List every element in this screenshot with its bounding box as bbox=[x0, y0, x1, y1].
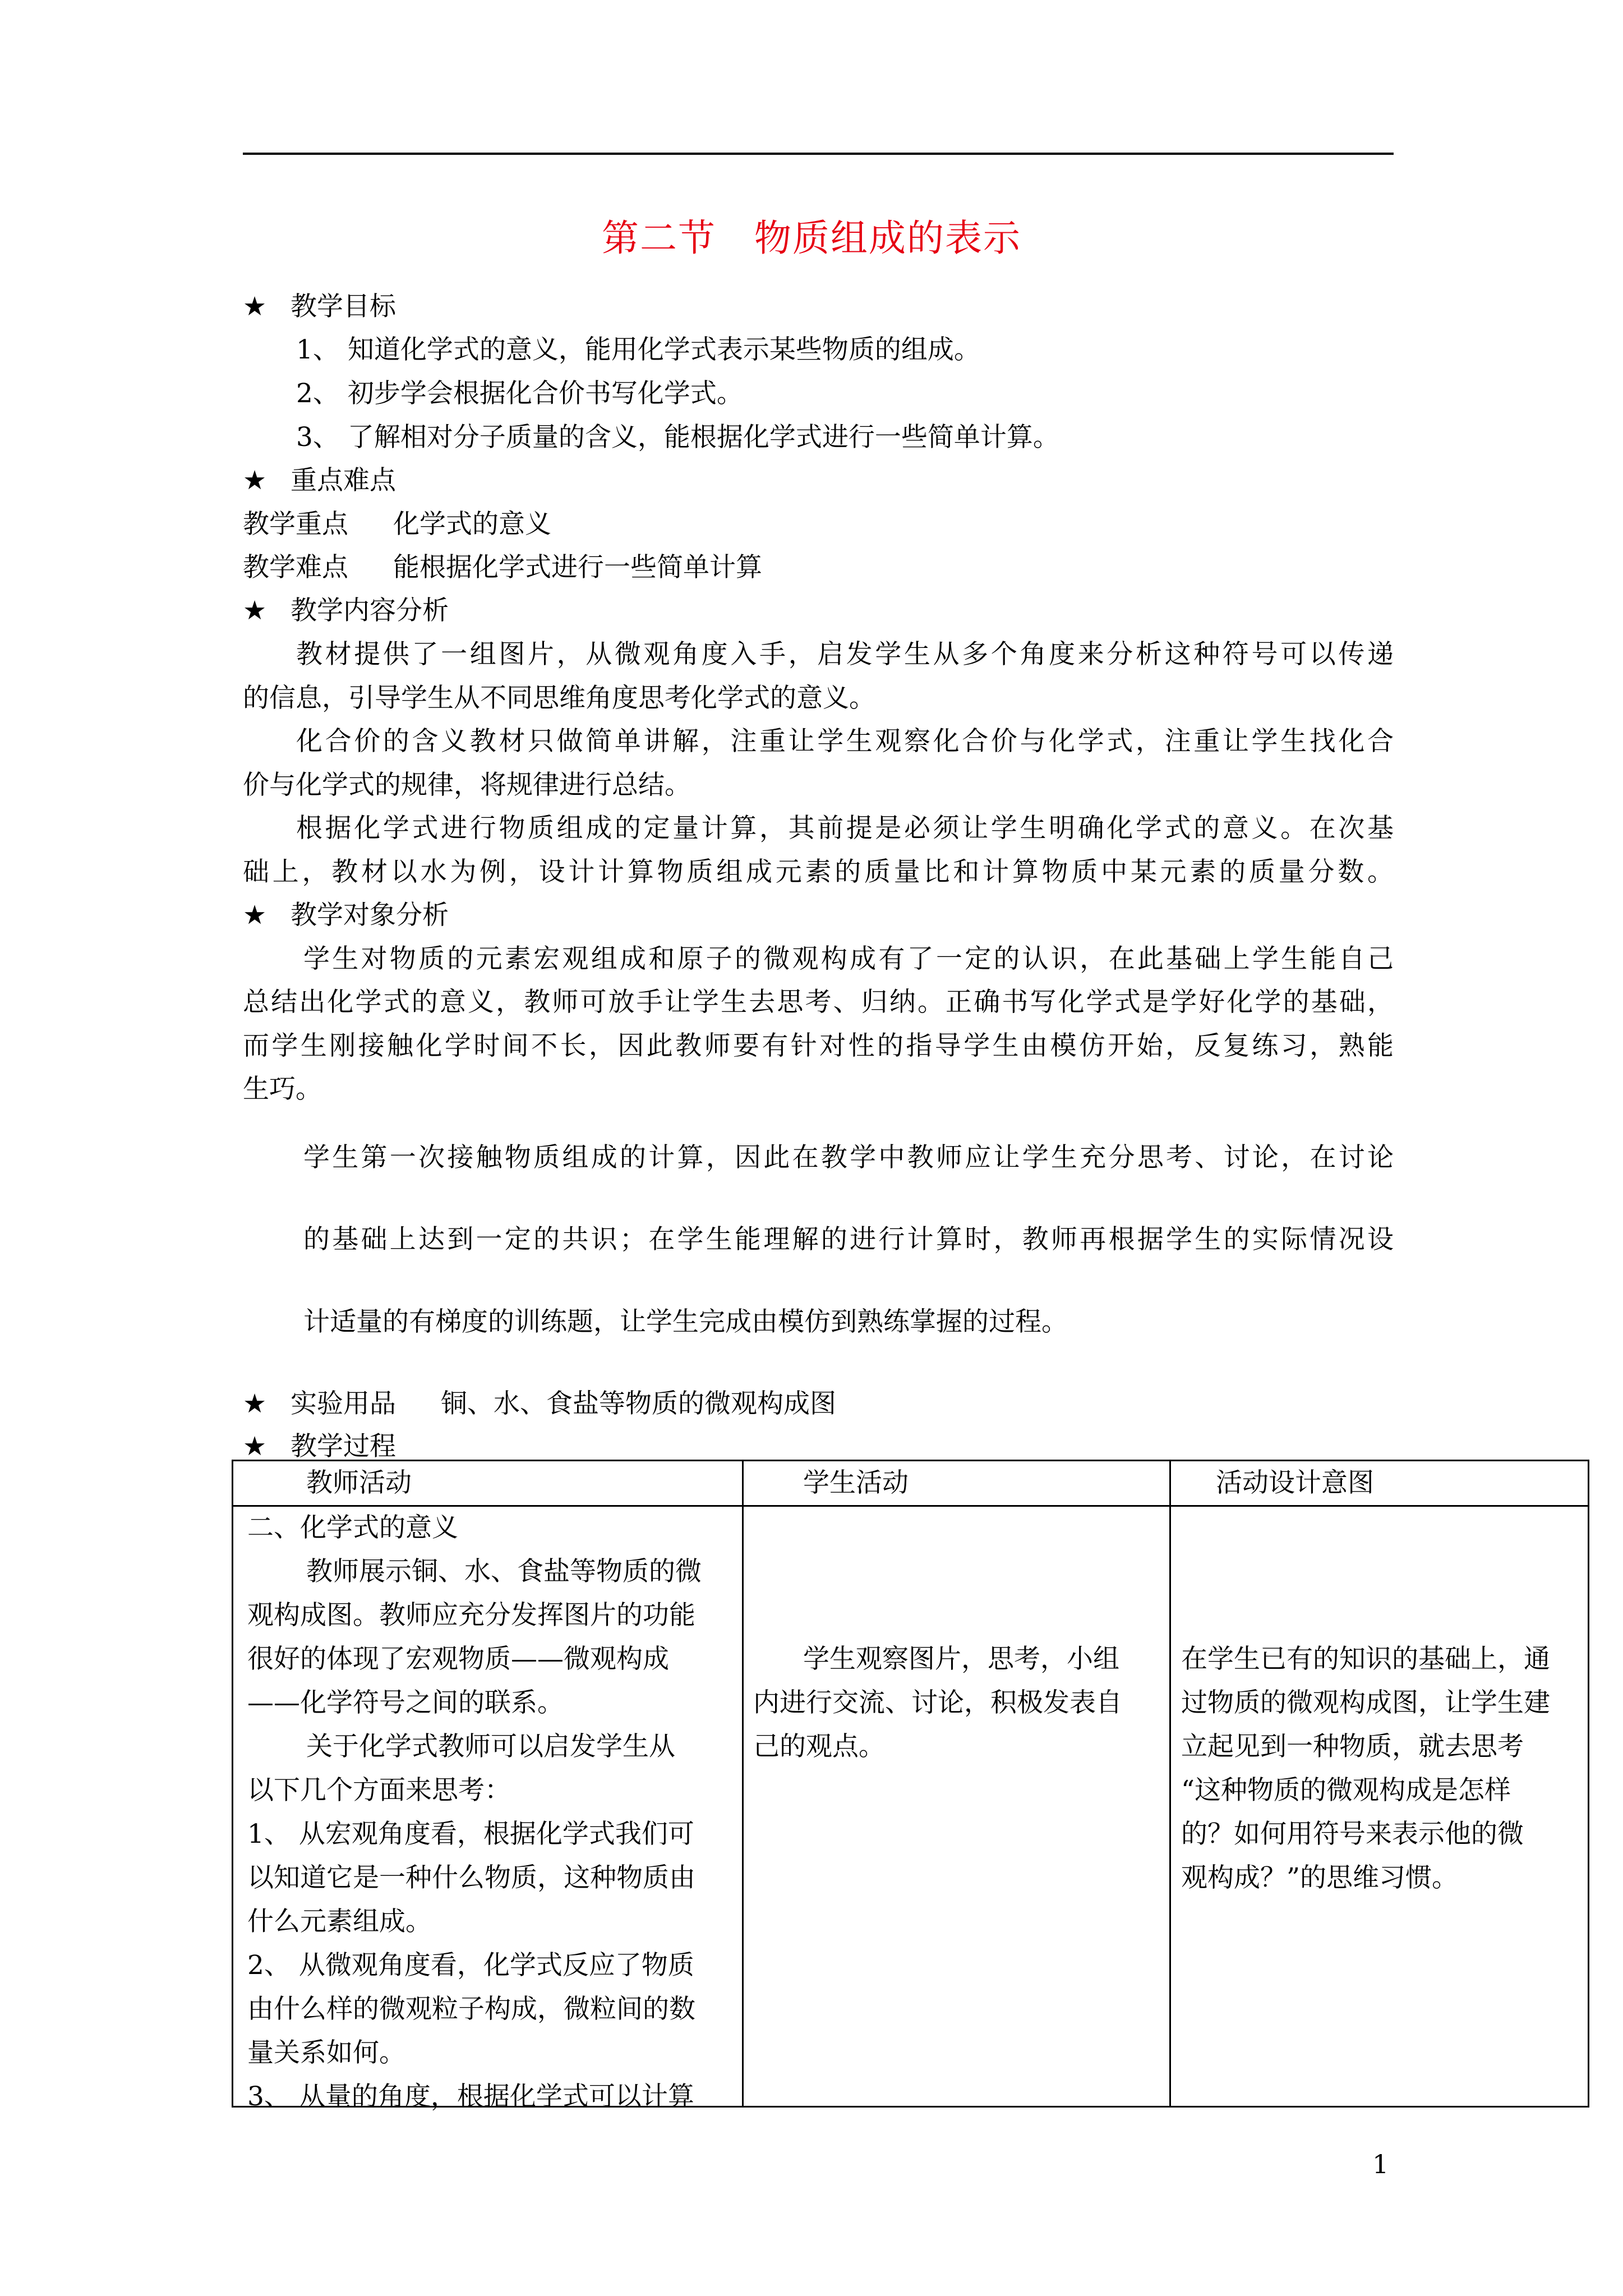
section-object-label: 教学对象分析 bbox=[291, 900, 449, 931]
header-rule bbox=[243, 153, 1394, 155]
teacher-line: 1、 从宏观角度看，根据化学式我们可 bbox=[247, 1819, 694, 1849]
table-column-divider bbox=[1169, 1461, 1171, 2106]
teacher-line: 3、 从量的角度，根据化学式可以计算 bbox=[247, 2081, 694, 2112]
goal-item: 2、 初步学会根据化合价书写化学式。 bbox=[296, 378, 743, 409]
section-content-label: 教学内容分析 bbox=[291, 595, 449, 626]
section-content-heading bbox=[243, 589, 449, 633]
paragraph-line: 根据化学式进行物质组成的定量计算，其前提是必须让学生明确化学式的意义。在次基 bbox=[296, 813, 1394, 844]
teacher-line: 二、化学式的意义 bbox=[247, 1512, 458, 1543]
key-point-text: 化学式的意义 bbox=[393, 509, 551, 540]
teacher-line: ——化学符号之间的联系。 bbox=[247, 1687, 564, 1718]
teacher-line: 以下几个方面来思考： bbox=[247, 1775, 511, 1806]
teacher-line: 关于化学式教师可以启发学生从 bbox=[306, 1731, 675, 1762]
paragraph-line: 的信息，引导学生从不同思维角度思考化学式的意义。 bbox=[243, 683, 875, 714]
section-goals-label: 教学目标 bbox=[291, 291, 396, 322]
teacher-line: 以知道它是一种什么物质，这种物质由 bbox=[247, 1862, 695, 1893]
paragraph-line: 础上，教材以水为例，设计计算物质组成元素的质量比和计算物质中某元素的质量分数。 bbox=[243, 857, 1394, 887]
paragraph-line: 化合价的含义教材只做简单讲解，注重让学生观察化合价与化学式，注重让学生找化合 bbox=[296, 726, 1394, 757]
teaching-process-table bbox=[232, 1460, 1589, 2112]
teacher-line: 什么元素组成。 bbox=[247, 1906, 432, 1937]
teacher-line: 2、 从微观角度看，化学式反应了物质 bbox=[247, 1950, 694, 1981]
section-materials-label: 实验用品 bbox=[291, 1388, 396, 1419]
intent-line: 过物质的微观构成图，让学生建 bbox=[1181, 1687, 1550, 1718]
goal-item: 3、 了解相对分子质量的含义，能根据化学式进行一些简单计算。 bbox=[296, 422, 1059, 453]
materials-text: 铜、水、食盐等物质的微观构成图 bbox=[441, 1388, 836, 1419]
paragraph-line: 学生第一次接触物质组成的计算，因此在教学中教师应让学生充分思考、讨论，在讨论 bbox=[303, 1142, 1394, 1173]
paragraph-line: 学生对物质的元素宏观组成和原子的微观构成有了一定的认识，在此基础上学生能自己 bbox=[303, 944, 1394, 974]
intent-line: 立起见到一种物质，就去思考 bbox=[1181, 1731, 1524, 1762]
goal-item: 1、 知道化学式的意义，能用化学式表示某些物质的组成。 bbox=[296, 334, 980, 365]
section-object-heading bbox=[243, 894, 449, 937]
page-title: 第二节 物质组成的表示 bbox=[602, 217, 1021, 260]
table-column-divider bbox=[742, 1461, 744, 2106]
intent-line: 在学生已有的知识的基础上，通 bbox=[1181, 1644, 1550, 1674]
student-line: 己的观点。 bbox=[753, 1731, 885, 1762]
page-number: 1 bbox=[1372, 2149, 1389, 2179]
paragraph-line: 的基础上达到一定的共识；在学生能理解的进行计算时，教师再根据学生的实际情况设 bbox=[303, 1224, 1394, 1255]
paragraph-line: 计适量的有梯度的训练题，让学生完成由模仿到熟练掌握的过程。 bbox=[303, 1306, 1068, 1337]
teacher-line: 很好的体现了宏观物质——微观构成 bbox=[247, 1644, 669, 1674]
table-header-teacher: 教师活动 bbox=[306, 1467, 412, 1498]
key-point-label: 教学重点 bbox=[243, 509, 348, 540]
section-key-label: 重点难点 bbox=[291, 465, 396, 496]
teacher-line: 由什么样的微观粒子构成，微粒间的数 bbox=[247, 1994, 695, 2024]
section-key-heading bbox=[243, 459, 396, 503]
student-line: 学生观察图片，思考，小组 bbox=[803, 1644, 1119, 1674]
paragraph-line: 价与化学式的规律，将规律进行总结。 bbox=[243, 770, 691, 800]
difficulty-label: 教学难点 bbox=[243, 552, 348, 583]
teacher-line: 观构成图。教师应充分发挥图片的功能 bbox=[247, 1600, 695, 1631]
paragraph-line: 而学生刚接触化学时间不长，因此教师要有针对性的指导学生由模仿开始，反复练习，熟能 bbox=[243, 1030, 1394, 1061]
intent-line: 观构成？”的思维习惯。 bbox=[1181, 1862, 1459, 1893]
teacher-line: 量关系如何。 bbox=[247, 2037, 405, 2068]
key-point-line bbox=[243, 503, 551, 546]
section-materials-heading bbox=[243, 1382, 836, 1426]
teacher-line: 教师展示铜、水、食盐等物质的微 bbox=[306, 1556, 702, 1587]
section-goals-heading bbox=[243, 285, 396, 329]
difficulty-line bbox=[243, 546, 762, 590]
intent-line: 的？如何用符号来表示他的微 bbox=[1181, 1819, 1524, 1849]
paragraph-line: 总结出化学式的意义，教师可放手让学生去思考、归纳。正确书写化学式是学好化学的基础， bbox=[243, 987, 1394, 1018]
student-line: 内进行交流、讨论，积极发表自 bbox=[753, 1687, 1122, 1718]
intent-line: “这种物质的微观构成是怎样 bbox=[1181, 1775, 1511, 1806]
paragraph-line: 教材提供了一组图片，从微观角度入手，启发学生从多个角度来分析这种符号可以传递 bbox=[296, 639, 1394, 670]
section-process-label: 教学过程 bbox=[291, 1431, 396, 1462]
difficulty-text: 能根据化学式进行一些简单计算 bbox=[393, 552, 762, 583]
table-header-intent: 活动设计意图 bbox=[1216, 1467, 1374, 1498]
table-header-student: 学生活动 bbox=[803, 1467, 909, 1498]
paragraph-line: 生巧。 bbox=[243, 1074, 322, 1105]
